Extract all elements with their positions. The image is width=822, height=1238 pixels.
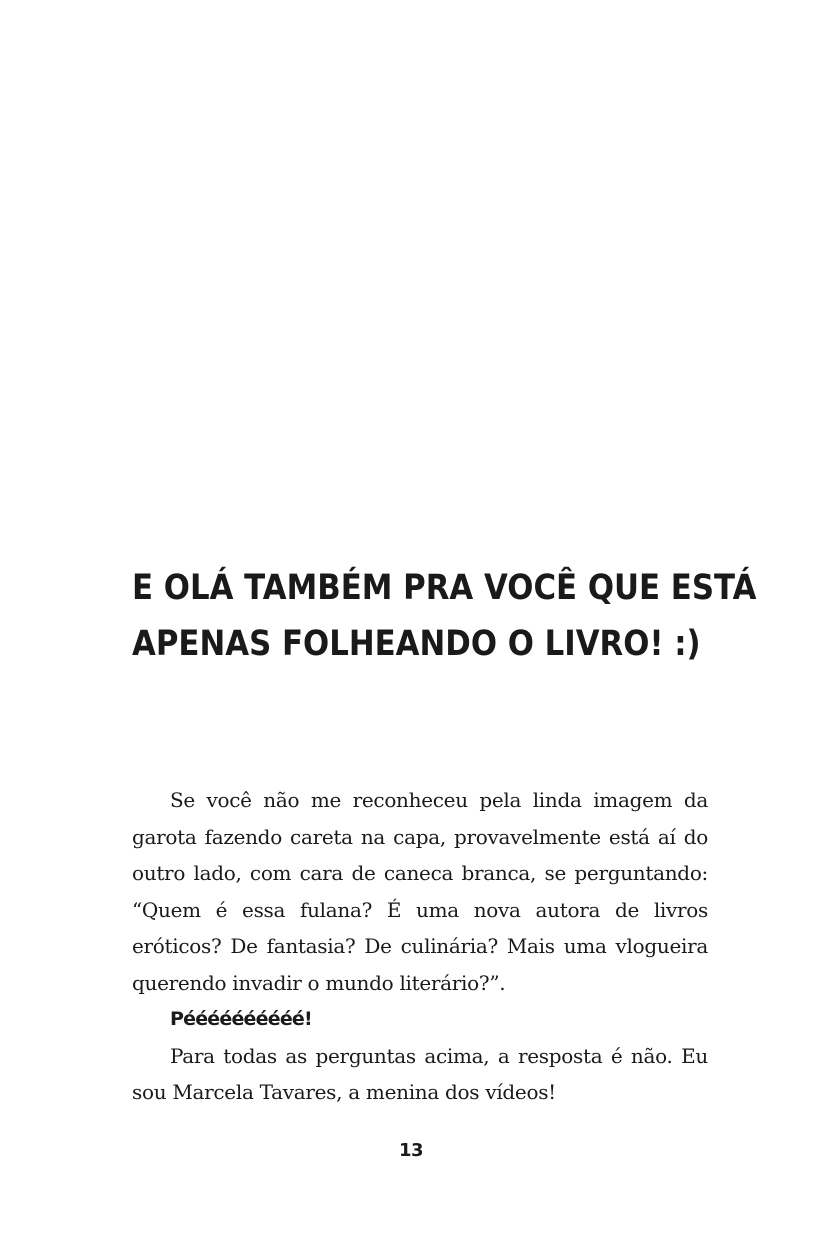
chapter-title — [132, 560, 757, 672]
chapter-title-line-1: E OLÁ TAMBÉM PRA VOCÊ QUE ESTÁ — [132, 568, 757, 608]
paragraph-answer: Para todas as perguntas acima, a resposta é não. Eu sou Marcela Tavares, a menina dos vídeos! — [132, 1043, 708, 1104]
chapter-title-line-2: APENAS FOLHEANDO O LIVRO! :) — [132, 624, 701, 664]
paragraph-exclamation: Péééééééééé! — [170, 1008, 312, 1030]
paragraph-intro: Se você não me reconheceu pela linda imagem da garota fazendo careta na capa, provavelmente está aí do outro lado, com cara de caneca branca, se perguntando: “Quem é essa fulana? É uma nova autora de livros eróticos? De fantasia? De culinária? Mais uma vlogueira querendo invadir o mundo literário?”. — [132, 788, 708, 995]
page-number: 13 — [398, 1140, 424, 1161]
body-text — [132, 782, 708, 1111]
